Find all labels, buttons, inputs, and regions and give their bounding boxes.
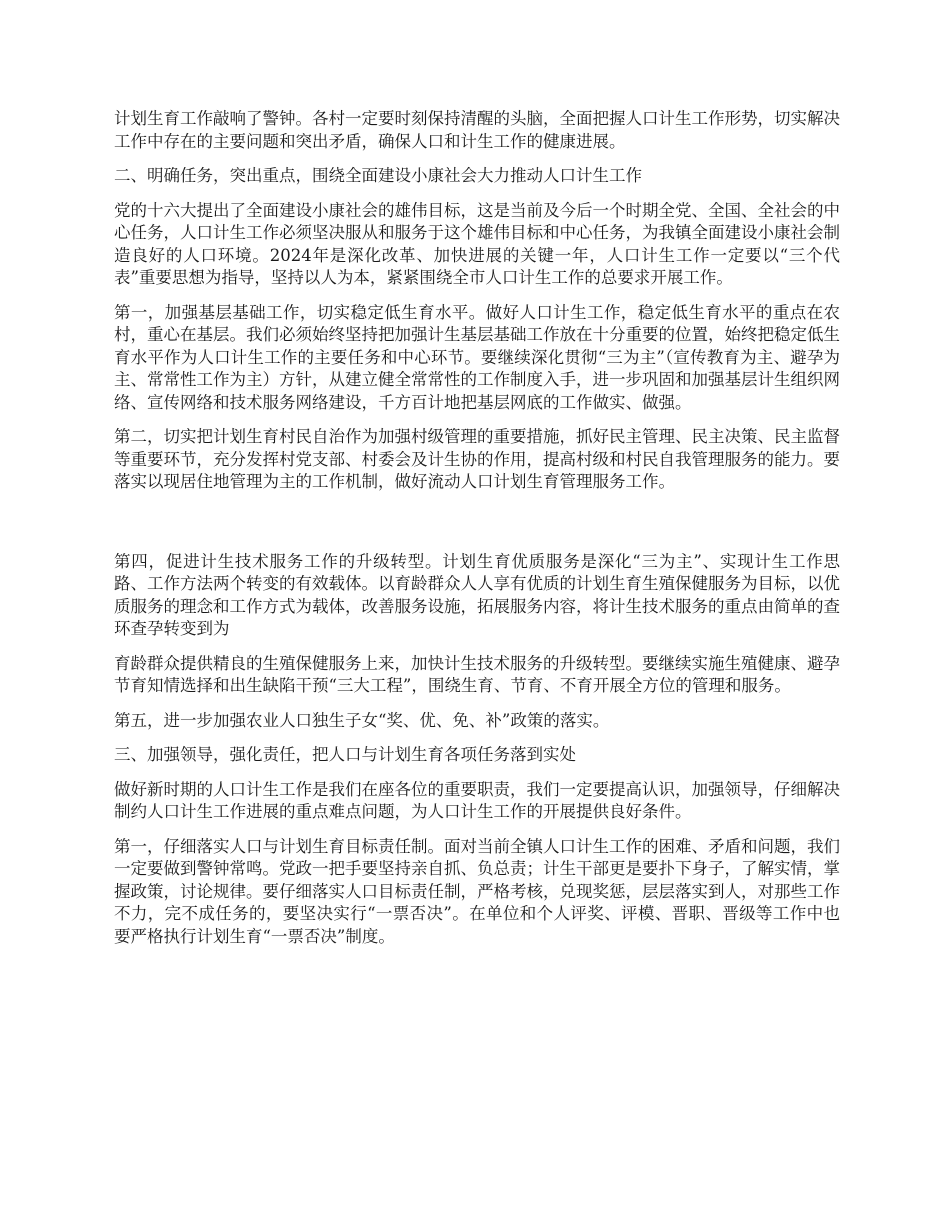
paragraph-leadership-duty: 做好新时期的人口计生工作是我们在座各位的重要职责，我们一定要提高认识，加强领导，仔细解决制约人口计生工作进展的重点难点问题，为人口计生工作的开展提供良好条件。: [114, 779, 840, 821]
paragraph-fourth-continued: 育龄群众提供精良的生殖保健服务上来，加快计生技术服务的升级转型。要继续实施生殖健康、避孕节育知情选择和出生缺陷干预“三大工程”，围绕生育、节育、不育开展全方位的管理和服务。: [114, 653, 840, 695]
paragraph-first-responsibility-system: 第一，仔细落实人口与计划生育目标责任制。面对当前全镇人口计生工作的困难、矛盾和问题，我们一定要做到警钟常鸣。党政一把手要坚持亲自抓、负总责；计生干部更是要扑下身子，了解实情，掌握政策，讨论规律。要仔细落实人口目标责任制，严格考核，兑现奖惩，层层落实到人，对那些工作不力，完不成任务的，要坚决实行“一票否决”。在单位和个人评奖、评模、晋职、晋级等工作中也要严格执行计划生育“一票否决”制度。: [114, 836, 840, 946]
paragraph-warning: 计划生育工作敲响了警钟。各村一定要时刻保持清醒的头脑，全面把握人口计生工作形势，切实解决工作中存在的主要问题和突出矛盾，确保人口和计生工作的健康进展。: [114, 109, 840, 151]
document-page: [114, 108, 840, 960]
paragraph-second-village-autonomy: 第二，切实把计划生育村民自治作为加强村级管理的重要措施，抓好民主管理、民主决策、民主监督等重要环节，充分发挥村党支部、村委会及计生协的作用，提高村级和村民自我管理服务的能力。要落实以现居住地管理为主的工作机制，做好流动人口计划生育管理服务工作。: [114, 427, 840, 491]
paragraph-xiaokang-goal: 党的十六大提出了全面建设小康社会的雄伟目标，这是当前及今后一个时期全党、全国、全社会的中心任务，人口计生工作必须坚决服从和服务于这个雄伟目标和中心任务，为我镇全面建设小康社会制造良好的人口环境。2024年是深化改革、加快进展的关键一年，人口计生工作一定要以“三个代表”重要思想为指导，坚持以人为本，紧紧围绕全市人口计生工作的总要求开展工作。: [114, 200, 840, 287]
paragraph-first-grassroots: 第一，加强基层基础工作，切实稳定低生育水平。做好人口计生工作，稳定低生育水平的重点在农村，重心在基层。我们必须始终坚持把加强计生基层基础工作放在十分重要的位置，始终把稳定低生育水平作为人口计生工作的主要任务和中心环节。要继续深化贯彻“三为主”（宣传教育为主、避孕为主、常常性工作为主）方针，从建立健全常常性的工作制度入手，进一步巩固和加强基层计生组织网络、宣传网络和技术服务网络建设，千方百计地把基层网底的工作做实、做强。: [114, 302, 840, 412]
paragraph-fourth-tech-service: 第四，促进计生技术服务工作的升级转型。计划生育优质服务是深化“三为主”、实现计生工作思路、工作方法两个转变的有效载体。以育龄群众人人享有优质的计划生育生殖保健服务为目标，以优质服务的理念和工作方式为载体，改善服务设施，拓展服务内容，将计生技术服务的重点由简单的查环查孕转变到为: [114, 551, 840, 638]
paragraph-fifth-policy: 第五，进一步加强农业人口独生子女“奖、优、免、补”政策的落实。: [114, 710, 610, 730]
blank-gap: [114, 506, 840, 551]
section-heading-three: 三、加强领导，强化责任，把人口与计划生育各项任务落到实处: [114, 745, 576, 764]
section-heading-two: 二、明确任务，突出重点，围绕全面建设小康社会大力推动人口计生工作: [114, 166, 642, 185]
